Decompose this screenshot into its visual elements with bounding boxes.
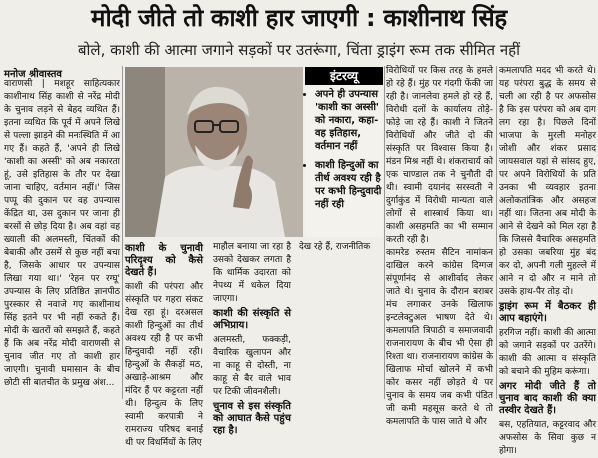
answer-paragraph: हरगिज नहीं। काशी की आत्मा को जगाने सड़कों पर उतरेंगे। काशी की आत्मा व संस्कृति को बचाने की मुहिम करूंगा। <box>499 328 596 377</box>
author-photo <box>125 67 303 237</box>
article-column-bottom-left <box>125 241 203 448</box>
article-column-bottom-right <box>299 241 381 399</box>
answer-paragraph: कमलापति मदद भी करते थे। यह परंपरा बुद्ध के समय से चली आ रही है पर अफसोस है कि इस परंपरा को अब दाग लग रहा है। पिछले दिनों भाजपा के मुरली मनोहर जोशी और शंकर प्रसाद जायसवाल यहां से सांसद हुए, पर अपने विरोधियों के प्रति उनका भी व्यवहार इतना अलोकतांत्रिक और असहज नहीं था। जितना अब मोदी के आने से देखने को मिल रहा है कि जिससे वैचारिक असहमति हो उसका जबरिया मुंह बंद कर दो, अपनी गली मुहल्ले में आने न दो और न माने तो उसके हाथ-पैर तोड़ दो। <box>499 66 596 297</box>
answer-paragraph: देख रहे हैं, राजनीतिक <box>299 242 371 252</box>
column-divider <box>496 66 497 399</box>
question-heading: काशी के चुनावी परिदृश्य को कैसे देखते हैं। <box>125 243 203 278</box>
interview-points <box>305 88 383 211</box>
article-column-bottom-middle <box>213 241 291 436</box>
answer-paragraph: बस, एहतियात, कट्टरवाद और अफसोस के सिवा कुछ न होगा। <box>499 420 596 456</box>
article-column-4 <box>499 65 596 456</box>
article-column-3 <box>386 65 493 427</box>
headline: मोदी जीते तो काशी हार जाएगी : काशीनाथ सिंह <box>91 4 507 32</box>
question-heading: अगर मोदी जीते हैं तो चुनाव बाद काशी की क्या तस्वीर देखते हैं। <box>499 381 596 416</box>
interview-point: • अपने ही उपन्यास 'काशी का अस्सी' को नकारा, कहा- वह इतिहास, वर्तमान नहीं <box>315 88 383 153</box>
answer-paragraph: माहौल बनाया जा रहा है उसको देखकर लगता है कि धार्मिक उदारता को नेपथ्य में धकेल दिया जाएगा। <box>213 242 291 304</box>
lead-paragraph: वाराणसी | मशहूर साहित्यकार काशीनाथ सिंह काशी से नरेंद्र मोदी के चुनाव लड़ने से बेहद व्यथित हैं। इतना व्यथित कि पूर्व में अपने लिखे से पल्ला झाड़ने की मनःस्थिति में आ गए हैं। कहते हैं, 'अपने ही लिखे 'काशी का अस्सी' को अब नकारता हूं, उसे इतिहास के तौर पर देखा जाना चाहिए, वर्तमान नहीं।' जिस पप्पू की दुकान पर वह उपन्यास केंद्रित था, उस दुकान पर जाना ही बरसों से छोड़ दिया है। अब वहां वह ख्याली की अलमस्ती, चिंतकों की बेबाकी और उसमें से कुछ नहीं बचा है, जिसके आधार पर उपन्यास लिखा गया था।' 'रेहन पर रग्घू' उपन्यास के लिए प्रतिष्ठित ज्ञानपीठ पुरस्कार से नवाजे गए काशीनाथ सिंह इतने पर भी नहीं रुकते हैं। मोदी के खतरों को समझते हैं, कहते हैं कि अब नरेंद्र मोदी वाराणसी से चुनाव जीत गए तो काशी हार जाएगी। चुनावी घमासान के बीच छोटी सी बातचीत के प्रमुख अंश... <box>4 79 120 388</box>
question-heading: चुनाव से इस संस्कृति को आघात कैसे पहुंच रहा है। <box>213 401 291 436</box>
answer-paragraph: विरोधियों पर किस तरह के हमले हो रहे हैं। मुंह पर गंदगी फेंकी जा रही है। जानलेवा हमले हो रहे हैं, विरोधी दलों के कार्यालय तोड़े-फोड़े जा रहे हैं। काशी ने जितने विरोधियों और जीते दो की संस्कृति पर विश्वास किया है। मंडन मिश्र नहीं थे। शंकराचार्य को एक चाण्डाल तक ने चुनौती दी थी। स्वामी दयानंद सरस्वती ने दुर्गाकुंड में विरोधी मान्यता वाले लोगों से शास्त्रार्थ किया था। काशी असहमति का भी सम्मान करती रही है। कामरेड रुस्तम सैटिन नामांकन दाखिल करने कांग्रेस दिग्गज संपूर्णानंद से आशीर्वाद लेकर जाते थे। चुनाव के दौरान बराबर मंच लगाकर उनके खिलाफ इन्टलेक्टुअल भाषण देते थे। कमलापति त्रिपाठी व समाजवादी राजनारायण के बीच भी ऐसा ही रिश्ता था। राजनारायण कांग्रेस के खिलाफ मोर्चा खोलने में कभी कोर कसर नहीं छोड़ते थे पर चुनाव के समय जब कभी पंडित जी कमी महसूस करते थे तो कमलापति के पास जाते थे और <box>386 66 493 427</box>
answer-paragraph: काशी की परंपरा और संस्कृति पर गहरा संकट देख रहा हूं। दरअसल काशी हिन्दुओं का तीर्थ अवश्य रही है पर कभी हिन्दुवादी नहीं रही। हिन्दुओं के सैकड़ों मठ, अखाड़े-आश्रम और मंदिर हैं पर कट्टरता नहीं थी। हिन्दुत्व के लिए स्वामी करपात्री ने रामराज्य परिषद बनाई थी पर विधर्मियों के लिए <box>125 282 203 448</box>
subheadline: बोले, काशी की आत्मा जगाने सड़कों पर उतरूंगा, चिंता ड्राइंग रूम तक सीमित नहीं <box>77 41 521 59</box>
interview-box <box>305 67 383 237</box>
interview-point: • काशी हिन्दुओं का तीर्थ अवश्य रही है पर कभी हिन्दुवादी नहीं रही <box>315 159 383 211</box>
question-heading: काशी की संस्कृति से अभिप्राय। <box>213 308 291 331</box>
column-divider <box>384 66 385 399</box>
question-heading: ड्राइंग रूम में बैठकर ही आप बहाएंगे। <box>499 301 596 324</box>
column-divider <box>122 66 123 399</box>
article-column-left <box>4 78 120 398</box>
byline: मनोज श्रीवास्तव <box>4 69 62 80</box>
portrait-illustration <box>125 67 303 237</box>
interview-tag: इंटरव्यू <box>305 67 383 85</box>
answer-paragraph: अलमस्ती, फक्कड़ी, वैचारिक खुलापन और ना काहू से दोस्ती, ना काहू से बैर वाले भाव पर टिकी जीवनशैली। <box>213 335 291 397</box>
